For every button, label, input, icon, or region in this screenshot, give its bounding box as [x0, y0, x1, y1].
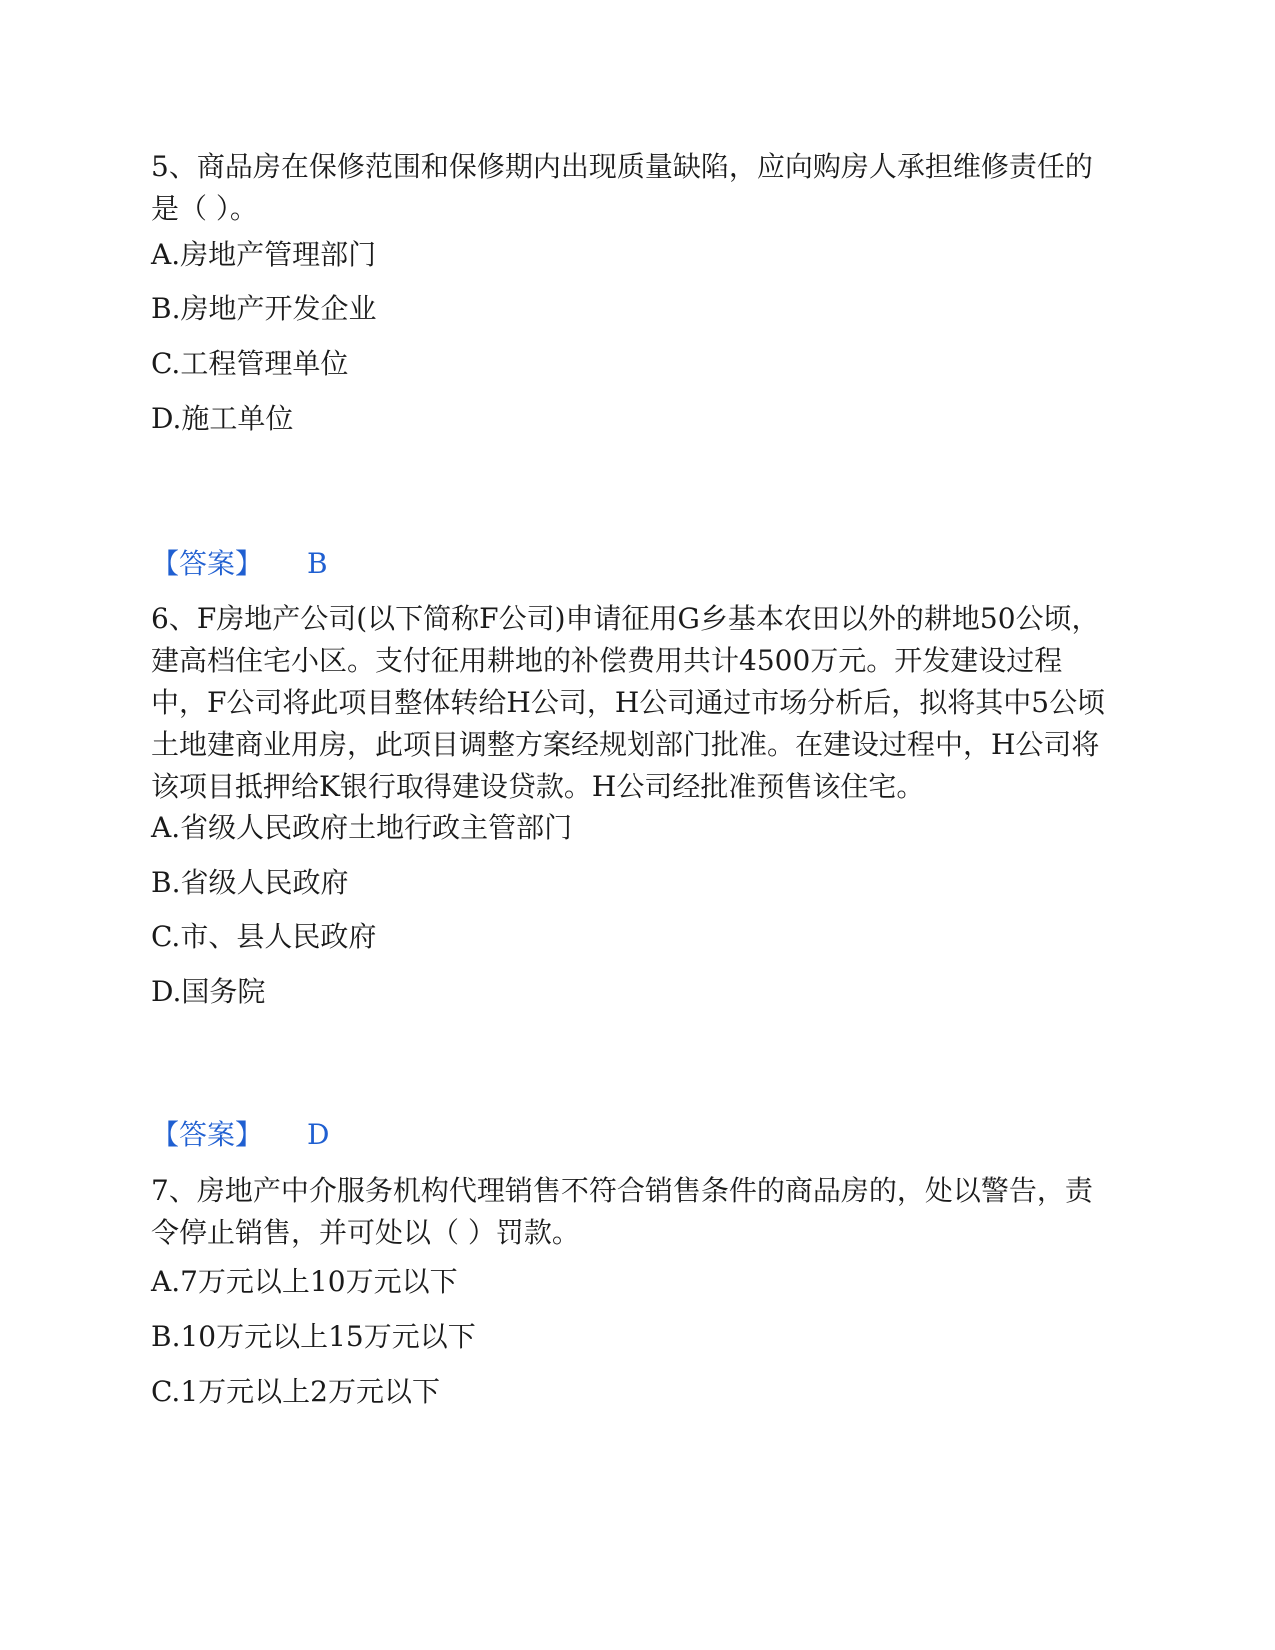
- answer-value: B: [307, 547, 328, 580]
- question-5-option-c: C.工程管理单位: [151, 347, 349, 380]
- question-7-option-a: A.7万元以上10万元以下: [151, 1265, 458, 1298]
- question-5-option-b: B.房地产开发企业: [151, 292, 377, 325]
- question-7-option-c: C.1万元以上2万元以下: [151, 1375, 440, 1408]
- question-7: [151, 1170, 1116, 1254]
- question-6-option-b: B.省级人民政府: [151, 866, 349, 899]
- question-6-option-a: A.省级人民政府土地行政主管部门: [151, 811, 573, 844]
- question-6: [151, 598, 1116, 808]
- question-5-option-a: A.房地产管理部门: [151, 238, 377, 271]
- question-6-answer: [151, 1117, 329, 1153]
- question-6-text: 6、F房地产公司(以下简称F公司)申请征用G乡基本农田以外的耕地50公顷，建高档住宅小区。支付征用耕地的补偿费用共计4500万元。开发建设过程中，F公司将此项目整体转给H公司，H公司通过市场分析后，拟将其中5公顷土地建商业用房，此项目调整方案经规划部门批准。在建设过程中，H公司将该项目抵押给K银行取得建设贷款。H公司经批准预售该住宅。: [151, 602, 1106, 803]
- answer-tag: 【答案】: [151, 547, 264, 580]
- question-7-text: 7、房地产中介服务机构代理销售不符合销售条件的商品房的，处以警告，责令停止销售，并可处以（ ）罚款。: [151, 1174, 1093, 1249]
- question-6-option-d: D.国务院: [151, 975, 266, 1008]
- answer-tag: 【答案】: [151, 1118, 264, 1151]
- question-7-option-b: B.10万元以上15万元以下: [151, 1320, 476, 1353]
- answer-value: D: [307, 1118, 330, 1151]
- question-5-text: 5、商品房在保修范围和保修期内出现质量缺陷，应向购房人承担维修责任的是（ ）。: [151, 150, 1093, 225]
- question-5-answer: [151, 546, 328, 582]
- question-5-option-d: D.施工单位: [151, 402, 294, 435]
- question-5: [151, 146, 1116, 230]
- question-6-option-c: C.市、县人民政府: [151, 920, 377, 953]
